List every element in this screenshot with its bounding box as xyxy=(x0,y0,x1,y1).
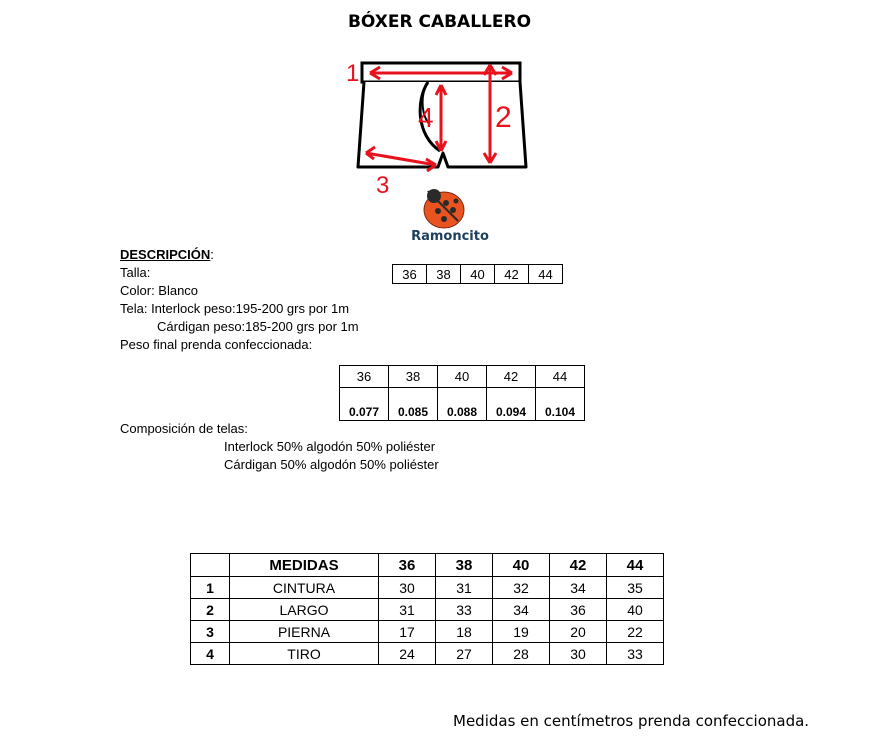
row-number: 3 xyxy=(191,621,230,643)
size-cell: 38 xyxy=(427,265,461,284)
description-heading: DESCRIPCIÓN xyxy=(120,247,211,262)
row-name: CINTURA xyxy=(230,577,379,599)
row-number: 1 xyxy=(191,577,230,599)
row-value: 24 xyxy=(379,643,436,665)
weight-size-cell: 44 xyxy=(536,366,585,388)
weight-value-cell: 0.088 xyxy=(438,388,487,421)
table-header-row xyxy=(191,554,664,577)
weight-size-cell: 38 xyxy=(389,366,438,388)
ramoncito-logo xyxy=(400,183,500,249)
row-name: LARGO xyxy=(230,599,379,621)
row-value: 34 xyxy=(493,599,550,621)
row-value: 30 xyxy=(550,643,607,665)
table-row xyxy=(340,366,585,388)
row-value: 30 xyxy=(379,577,436,599)
header-size-cell: 40 xyxy=(493,554,550,577)
row-value: 28 xyxy=(493,643,550,665)
weights-table xyxy=(339,365,585,421)
composition-label: Composición de telas: xyxy=(120,421,248,436)
cardigan-line: Cárdigan peso:185-200 grs por 1m xyxy=(157,319,359,334)
table-row xyxy=(191,599,664,621)
header-size-cell: 38 xyxy=(436,554,493,577)
measure-label-2: 2 xyxy=(495,101,512,134)
header-size-cell: 42 xyxy=(550,554,607,577)
header-blank-cell xyxy=(191,554,230,577)
size-cell: 40 xyxy=(461,265,495,284)
composition-block xyxy=(120,420,439,474)
row-value: 40 xyxy=(607,599,664,621)
measure-label-4: 4 xyxy=(418,102,434,133)
row-value: 31 xyxy=(379,599,436,621)
weight-value-cell: 0.085 xyxy=(389,388,438,421)
measures-header: MEDIDAS xyxy=(230,554,379,577)
composition-interlock: Interlock 50% algodón 50% poliéster xyxy=(224,439,436,454)
talla-label: Talla: xyxy=(120,265,151,280)
weight-value-cell: 0.094 xyxy=(487,388,536,421)
row-value: 31 xyxy=(436,577,493,599)
ladybug-icon xyxy=(400,183,500,231)
measurements-table xyxy=(190,553,664,665)
row-value: 36 xyxy=(550,599,607,621)
table-row xyxy=(191,643,664,665)
row-name: TIRO xyxy=(230,643,379,665)
measure-label-1: 1 xyxy=(346,60,360,87)
weight-value-cell: 0.077 xyxy=(340,388,389,421)
weight-value-cell: 0.104 xyxy=(536,388,585,421)
composition-cardigan: Cárdigan 50% algodón 50% poliéster xyxy=(224,457,439,472)
size-cell: 42 xyxy=(495,265,529,284)
weight-size-cell: 36 xyxy=(340,366,389,388)
table-row xyxy=(340,388,585,421)
page-title: BÓXER CABALLERO xyxy=(347,12,532,32)
color-line: Color: Blanco xyxy=(120,283,199,298)
measure-label-3: 3 xyxy=(376,172,390,199)
row-value: 34 xyxy=(550,577,607,599)
header-size-cell: 44 xyxy=(607,554,664,577)
footer-note: Medidas en centímetros prenda confeccionada. xyxy=(453,712,810,730)
tela-line: Tela: Interlock peso:195-200 grs por 1m xyxy=(120,301,350,316)
row-name: PIERNA xyxy=(230,621,379,643)
row-number: 4 xyxy=(191,643,230,665)
row-value: 33 xyxy=(607,643,664,665)
row-value: 32 xyxy=(493,577,550,599)
size-cell: 44 xyxy=(529,265,563,284)
row-value: 18 xyxy=(436,621,493,643)
row-number: 2 xyxy=(191,599,230,621)
table-row xyxy=(191,621,664,643)
row-value: 33 xyxy=(436,599,493,621)
row-value: 17 xyxy=(379,621,436,643)
table-row xyxy=(191,577,664,599)
row-value: 19 xyxy=(493,621,550,643)
sizes-table xyxy=(392,264,563,284)
peso-final-line: Peso final prenda confeccionada: xyxy=(120,337,313,352)
table-row xyxy=(393,265,563,284)
row-value: 27 xyxy=(436,643,493,665)
row-value: 22 xyxy=(607,621,664,643)
logo-text: Ramoncito xyxy=(411,229,489,244)
size-cell: 36 xyxy=(393,265,427,284)
row-value: 35 xyxy=(607,577,664,599)
description-heading-colon: : xyxy=(210,247,214,262)
row-value: 20 xyxy=(550,621,607,643)
weight-size-cell: 40 xyxy=(438,366,487,388)
header-size-cell: 36 xyxy=(379,554,436,577)
description-block xyxy=(120,246,359,354)
weight-size-cell: 42 xyxy=(487,366,536,388)
